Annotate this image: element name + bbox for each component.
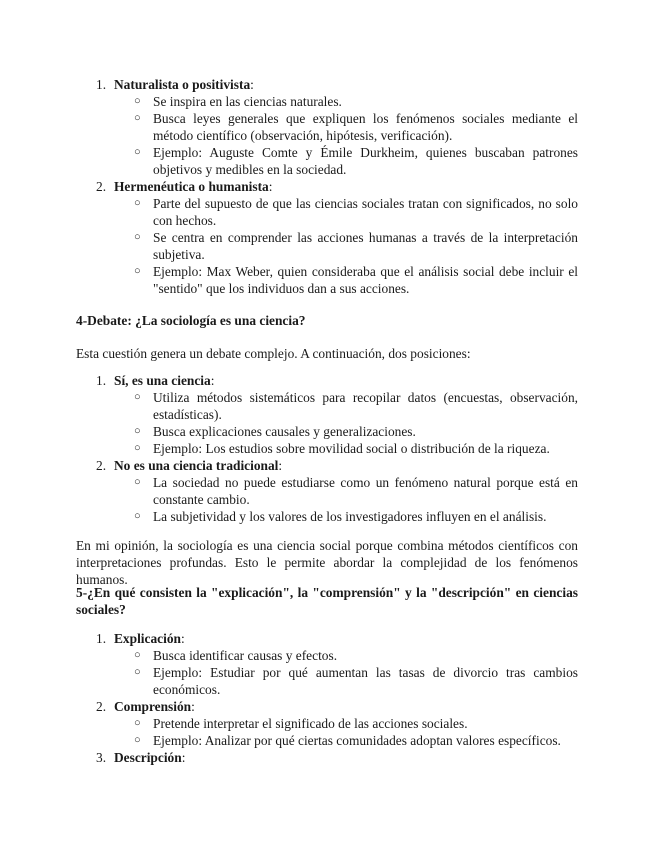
list-subitem: ○ Utiliza métodos sistemáticos para recopilar datos (encuestas, observación, estadísticas). xyxy=(134,390,578,422)
circle-bullet-icon: ○ xyxy=(134,265,141,277)
list-item-title: Hermenéutica o humanista: xyxy=(114,179,273,194)
list-item xyxy=(76,178,578,195)
circle-bullet-icon: ○ xyxy=(134,146,141,158)
list-subitem: ○ La sociedad no puede estudiarse como un fenómeno natural porque está en constante cambio. xyxy=(134,475,578,507)
list-subitem: ○ Se inspira en las ciencias naturales. xyxy=(134,94,342,109)
list-subitem: ○ Ejemplo: Los estudios sobre movilidad social o distribución de la riqueza. xyxy=(134,441,550,456)
opinion-paragraph: En mi opinión, la sociología es una ciencia social porque combina métodos científicos con interpretaciones profundas. Esto le permite abordar la complejidad de los fenómenos humanos. xyxy=(76,538,578,587)
list-item xyxy=(76,630,578,647)
circle-bullet-icon: ○ xyxy=(134,231,141,243)
list-subitem: ○ Ejemplo: Analizar por qué ciertas comunidades adoptan valores específicos. xyxy=(134,733,561,748)
debate-list xyxy=(76,372,578,525)
list-subitem: ○ Busca leyes generales que expliquen los fenómenos sociales mediante el método científico (observación, hipótesis, verificación). xyxy=(134,111,578,143)
circle-bullet-icon: ○ xyxy=(134,734,141,746)
list-item xyxy=(76,372,578,389)
circle-bullet-icon: ○ xyxy=(134,95,141,107)
list-subitem: ○ Ejemplo: Max Weber, quien consideraba que el análisis social debe incluir el "sentido" que los individuos dan a sus acciones. xyxy=(134,264,578,296)
list-item xyxy=(76,749,578,766)
circle-bullet-icon: ○ xyxy=(134,510,141,522)
list-item xyxy=(76,457,578,474)
list-subitem: ○ Se centra en comprender las acciones humanas a través de la interpretación subjetiva. xyxy=(134,230,578,262)
concepts-list xyxy=(76,630,578,766)
list-number: 1. xyxy=(96,373,107,388)
list-item xyxy=(76,76,578,93)
list-item xyxy=(76,698,578,715)
circle-bullet-icon: ○ xyxy=(134,442,141,454)
circle-bullet-icon: ○ xyxy=(134,425,141,437)
circle-bullet-icon: ○ xyxy=(134,666,141,678)
list-item-title: Naturalista o positivista: xyxy=(114,77,254,92)
list-number: 1. xyxy=(96,77,107,92)
circle-bullet-icon: ○ xyxy=(134,391,141,403)
list-number: 2. xyxy=(96,179,107,194)
list-item-title: No es una ciencia tradicional: xyxy=(114,458,283,473)
circle-bullet-icon: ○ xyxy=(134,112,141,124)
list-subitem: ○ Parte del supuesto de que las ciencias sociales tratan con significados, no solo con hechos. xyxy=(134,196,578,228)
list-subitem: ○ La subjetividad y los valores de los investigadores influyen en el análisis. xyxy=(134,509,547,524)
section-intro: Esta cuestión genera un debate complejo. A continuación, dos posiciones: xyxy=(76,346,471,361)
list-item-title: Descripción: xyxy=(114,750,186,765)
section-heading: 5-¿En qué consisten la "explicación", la "comprensión" y la "descripción" en ciencias sociales? xyxy=(76,585,578,617)
approaches-list xyxy=(76,76,578,297)
list-number: 2. xyxy=(96,699,107,714)
list-number: 1. xyxy=(96,631,107,646)
circle-bullet-icon: ○ xyxy=(134,197,141,209)
circle-bullet-icon: ○ xyxy=(134,649,141,661)
list-item-title: Explicación: xyxy=(114,631,185,646)
list-subitem: ○ Busca identificar causas y efectos. xyxy=(134,648,338,663)
list-subitem: ○ Ejemplo: Auguste Comte y Émile Durkheim, quienes buscaban patrones objetivos y medibles en la sociedad. xyxy=(134,145,578,177)
list-subitem: ○ Pretende interpretar el significado de las acciones sociales. xyxy=(134,716,468,731)
list-item-title: Comprensión: xyxy=(114,699,195,714)
list-number: 2. xyxy=(96,458,107,473)
circle-bullet-icon: ○ xyxy=(134,717,141,729)
list-subitem: ○ Busca explicaciones causales y generalizaciones. xyxy=(134,424,416,439)
list-number: 3. xyxy=(96,750,107,765)
list-item-title: Sí, es una ciencia: xyxy=(114,373,215,388)
list-subitem: ○ Ejemplo: Estudiar por qué aumentan las tasas de divorcio tras cambios económicos. xyxy=(134,665,578,697)
circle-bullet-icon: ○ xyxy=(134,476,141,488)
section-heading: 4-Debate: ¿La sociología es una ciencia? xyxy=(76,313,306,328)
